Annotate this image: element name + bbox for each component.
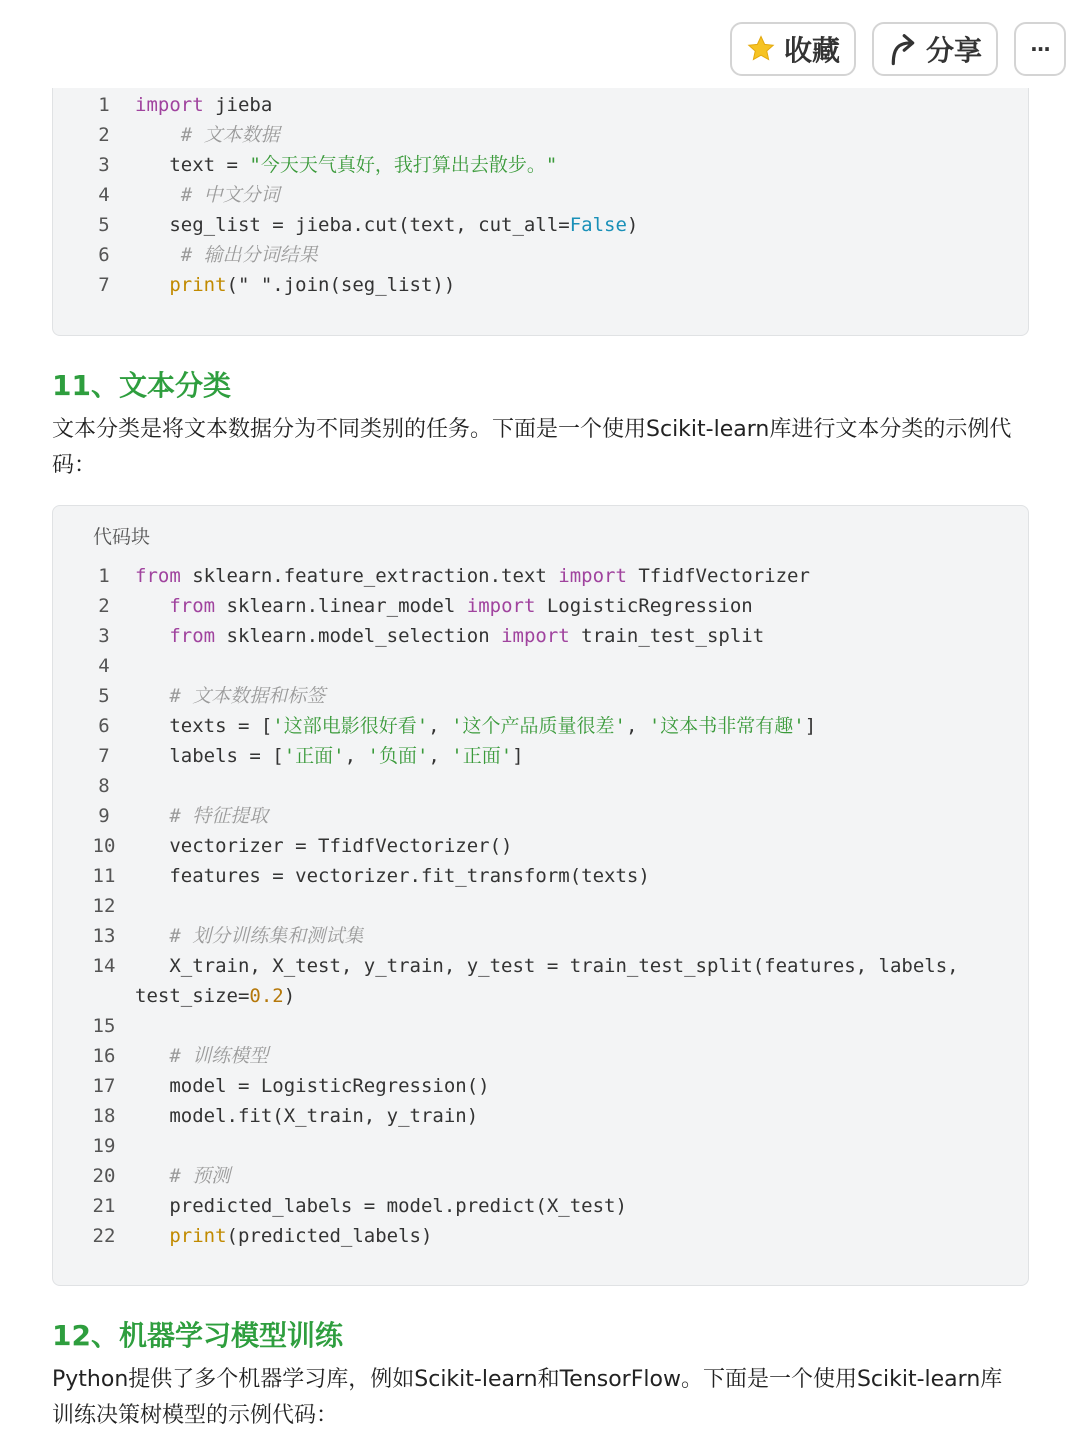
- line-number: 3: [98, 154, 110, 176]
- code-line: [53, 1221, 1028, 1251]
- code-token: ,: [625, 715, 649, 737]
- code-block-jieba: [52, 88, 1029, 336]
- line-number: 18: [92, 1105, 116, 1127]
- more-dots-icon: ···: [1030, 37, 1050, 61]
- code-token: # 划分训练集和测试集: [169, 925, 364, 947]
- code-line: [53, 120, 1028, 150]
- line-number: 8: [98, 775, 110, 797]
- code-line: [53, 1191, 1028, 1221]
- code-line: [53, 891, 1028, 921]
- code-token: '这部电影很好看': [272, 715, 429, 737]
- line-number: 1: [98, 94, 110, 116]
- code-token: sklearn.feature_extraction.text: [180, 565, 559, 587]
- code-token: ): [283, 985, 296, 1007]
- section-paragraph-12: Python提供了多个机器学习库，例如Scikit-learn和TensorFlow。下面是一个使用Scikit-learn库训练决策树模型的示例代码：: [52, 1367, 1003, 1428]
- share-arrow-icon: [888, 32, 918, 66]
- code-token: # 特征提取: [169, 805, 269, 827]
- code-line: [53, 240, 1028, 270]
- code-token: from: [169, 595, 216, 617]
- code-token: '这本书非常有趣': [648, 715, 805, 737]
- code-token: sklearn.linear_model: [215, 595, 467, 617]
- code-token: from: [169, 625, 216, 647]
- line-number: 13: [92, 925, 116, 947]
- code-text: [135, 240, 318, 270]
- code-text: [135, 591, 753, 621]
- code-token: test_size=: [135, 985, 250, 1007]
- code-token: features = vectorizer.fit_transform(texts): [169, 865, 650, 887]
- line-number: 22: [92, 1225, 116, 1247]
- line-number: 14: [92, 955, 116, 977]
- code-token: import: [135, 94, 204, 116]
- code-block-label: 代码块: [93, 526, 151, 548]
- code-token: print: [169, 1225, 227, 1247]
- line-number: 7: [98, 274, 110, 296]
- code-line: [53, 90, 1028, 120]
- line-number: 11: [92, 865, 116, 887]
- code-line: [53, 831, 1028, 861]
- line-number: 19: [92, 1135, 116, 1157]
- code-token: TfidfVectorizer: [626, 565, 810, 587]
- code-token: ]: [804, 715, 817, 737]
- line-number: 17: [92, 1075, 116, 1097]
- line-number: 2: [98, 124, 110, 146]
- code-token: vectorizer = TfidfVectorizer(): [169, 835, 513, 857]
- code-text: [135, 711, 816, 741]
- code-line: [53, 771, 1028, 801]
- code-text: [135, 951, 959, 981]
- share-label: 分享: [926, 34, 983, 67]
- code-line: [53, 921, 1028, 951]
- code-line: [53, 651, 1028, 681]
- code-text: [135, 1161, 230, 1191]
- code-token: labels = [: [169, 745, 284, 767]
- code-token: from: [135, 565, 181, 587]
- code-line: [53, 210, 1028, 240]
- code-token: '正面': [283, 745, 345, 767]
- code-text: [135, 621, 764, 651]
- code-line: [53, 180, 1028, 210]
- code-token: import: [466, 595, 536, 617]
- line-number: 7: [98, 745, 110, 767]
- line-number: 6: [98, 715, 110, 737]
- top-toolbar: [730, 22, 1066, 76]
- code-token: (predicted_labels): [226, 1225, 433, 1247]
- line-number: 2: [98, 595, 110, 617]
- code-token: '这个产品质量很差': [451, 715, 626, 737]
- code-text: [135, 90, 272, 120]
- code-token: # 输出分词结果: [180, 244, 318, 266]
- code-token: ,: [428, 715, 452, 737]
- code-token: # 中文分词: [180, 184, 280, 206]
- line-number: 12: [92, 895, 116, 917]
- code-line: [53, 981, 1028, 1011]
- code-line: [53, 951, 1028, 981]
- code-token: (" ".join(seg_list)): [226, 274, 456, 296]
- code-token: text =: [169, 154, 250, 176]
- code-token: import: [558, 565, 627, 587]
- code-token: # 训练模型: [169, 1045, 269, 1067]
- code-line: [53, 1011, 1028, 1041]
- share-button[interactable]: [872, 22, 998, 76]
- code-text: [135, 981, 295, 1011]
- code-token: ): [626, 214, 639, 236]
- code-line: [53, 711, 1028, 741]
- code-token: ,: [344, 745, 368, 767]
- favorite-button[interactable]: [730, 22, 856, 76]
- code-token: 0.2: [249, 985, 284, 1007]
- line-number: 1: [98, 565, 110, 587]
- code-text: [135, 1101, 478, 1131]
- code-token: # 文本数据: [180, 124, 280, 146]
- code-token: ,: [428, 745, 452, 767]
- code-line: [53, 270, 1028, 300]
- code-line: [53, 1041, 1028, 1071]
- code-text: [135, 1071, 490, 1101]
- code-token: False: [569, 214, 627, 236]
- line-number: 5: [98, 685, 110, 707]
- code-token: sklearn.model_selection: [215, 625, 502, 647]
- code-token: seg_list = jieba.cut(text, cut_all=: [169, 214, 570, 236]
- code-token: print: [169, 274, 227, 296]
- more-options-button[interactable]: [1014, 22, 1066, 76]
- line-number: 6: [98, 244, 110, 266]
- code-token: jieba: [203, 94, 273, 116]
- code-line: [53, 681, 1028, 711]
- section-heading-11: 11、文本分类: [52, 369, 231, 402]
- code-text: [135, 120, 280, 150]
- code-token: import: [501, 625, 570, 647]
- code-text: [135, 1041, 268, 1071]
- line-number: 4: [98, 184, 110, 206]
- code-line: [53, 861, 1028, 891]
- code-text: [135, 150, 557, 180]
- code-token: LogisticRegression: [535, 595, 753, 617]
- favorite-label: 收藏: [784, 34, 841, 67]
- code-text: [135, 180, 280, 210]
- line-number: 4: [98, 655, 110, 677]
- code-token: X_train, X_test, y_train, y_test = train_test_split(features, labels,: [169, 955, 959, 977]
- star-icon: [746, 34, 776, 64]
- code-token: # 文本数据和标签: [169, 685, 326, 707]
- code-token: model = LogisticRegression(): [169, 1075, 490, 1097]
- line-number: 5: [98, 214, 110, 236]
- line-number: 9: [98, 805, 110, 827]
- code-token: predicted_labels = model.predict(X_test): [169, 1195, 627, 1217]
- line-number: 15: [92, 1015, 116, 1037]
- code-text: [135, 741, 524, 771]
- code-token: ]: [512, 745, 524, 767]
- code-token: "今天天气真好，我打算出去散步。": [249, 154, 558, 176]
- code-text: [135, 681, 325, 711]
- code-line: [53, 1071, 1028, 1101]
- line-number: 20: [92, 1165, 116, 1187]
- code-text: [135, 1221, 432, 1251]
- code-line: [53, 741, 1028, 771]
- code-text: [135, 270, 455, 300]
- code-text: [135, 861, 650, 891]
- code-line: [53, 1161, 1028, 1191]
- code-text: [135, 210, 638, 240]
- code-line: [53, 1101, 1028, 1131]
- line-number: 16: [92, 1045, 116, 1067]
- section-heading-12: 12、机器学习模型训练: [52, 1319, 343, 1352]
- code-text: [135, 561, 810, 591]
- code-text: [135, 1191, 627, 1221]
- code-line: [53, 561, 1028, 591]
- code-token: texts = [: [169, 715, 273, 737]
- section-paragraph-11: 文本分类是将文本数据分为不同类别的任务。下面是一个使用Scikit-learn库进行文本分类的示例代码：: [52, 417, 1012, 478]
- code-token: train_test_split: [569, 625, 765, 647]
- code-line: [53, 621, 1028, 651]
- code-line: [53, 150, 1028, 180]
- line-number: 3: [98, 625, 110, 647]
- code-token: model.fit(X_train, y_train): [169, 1105, 479, 1127]
- line-number: 21: [92, 1195, 116, 1217]
- code-line: [53, 1131, 1028, 1161]
- code-token: '正面': [451, 745, 513, 767]
- code-text: [135, 921, 363, 951]
- code-text: [135, 831, 513, 861]
- code-token: # 预测: [169, 1165, 231, 1187]
- code-block-text-classification: [52, 505, 1029, 1286]
- code-line: [53, 801, 1028, 831]
- code-token: '负面': [367, 745, 429, 767]
- line-number: 10: [92, 835, 116, 857]
- code-line: [53, 591, 1028, 621]
- code-text: [135, 801, 268, 831]
